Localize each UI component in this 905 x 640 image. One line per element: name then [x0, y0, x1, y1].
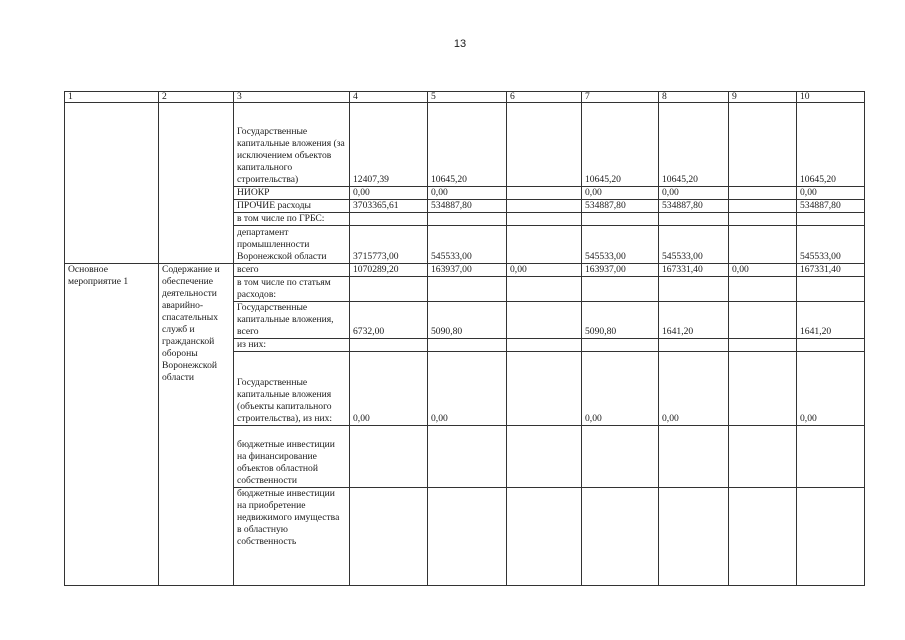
row-label: ПРОЧИЕ расходы	[234, 200, 350, 213]
value-cell: 10645,20	[797, 103, 865, 187]
value-cell	[507, 213, 582, 226]
value-cell	[507, 200, 582, 213]
value-cell	[582, 277, 659, 302]
value-cell	[507, 103, 582, 187]
value-cell: 1070289,20	[350, 264, 428, 277]
header-row	[65, 92, 865, 103]
value-cell: 0,00	[582, 187, 659, 200]
row-label: бюджетные инвестиции на финансирование объектов областной собственности	[234, 426, 350, 488]
value-cell: 545533,00	[659, 226, 729, 264]
table-row	[65, 264, 865, 277]
column-header: 8	[659, 92, 729, 103]
value-cell	[797, 426, 865, 488]
column-header: 2	[159, 92, 234, 103]
value-cell: 0,00	[428, 352, 507, 426]
page-number: 13	[453, 38, 467, 50]
value-cell	[729, 213, 797, 226]
value-cell	[729, 339, 797, 352]
row-label: в том числе по статьям расходов:	[234, 277, 350, 302]
value-cell	[582, 339, 659, 352]
value-cell: 163937,00	[428, 264, 507, 277]
value-cell	[582, 426, 659, 488]
row-label: всего	[234, 264, 350, 277]
value-cell: 0,00	[797, 352, 865, 426]
value-cell	[507, 339, 582, 352]
value-cell	[729, 488, 797, 586]
value-cell	[729, 302, 797, 339]
value-cell	[729, 426, 797, 488]
value-cell	[659, 339, 729, 352]
value-cell: 534887,80	[428, 200, 507, 213]
column-header: 1	[65, 92, 159, 103]
value-cell	[428, 213, 507, 226]
value-cell	[797, 339, 865, 352]
value-cell: 10645,20	[659, 103, 729, 187]
empty-cell	[159, 103, 234, 264]
value-cell: 163937,00	[582, 264, 659, 277]
event-description: Содержание и обеспечение деятельности аварийно-спасательных служб и гражданской обороны Воронежской области	[159, 264, 234, 586]
value-cell	[350, 426, 428, 488]
value-cell	[659, 277, 729, 302]
value-cell	[428, 426, 507, 488]
value-cell: 0,00	[350, 352, 428, 426]
value-cell	[797, 488, 865, 586]
value-cell	[729, 103, 797, 187]
value-cell	[428, 488, 507, 586]
value-cell: 0,00	[659, 187, 729, 200]
value-cell: 534887,80	[797, 200, 865, 213]
value-cell	[507, 426, 582, 488]
value-cell: 545533,00	[428, 226, 507, 264]
value-cell	[507, 277, 582, 302]
value-cell	[797, 213, 865, 226]
value-cell: 3715773,00	[350, 226, 428, 264]
row-label: из них:	[234, 339, 350, 352]
value-cell: 0,00	[350, 187, 428, 200]
value-cell: 167331,40	[797, 264, 865, 277]
value-cell: 5090,80	[582, 302, 659, 339]
column-header: 4	[350, 92, 428, 103]
row-label: департамент промышленности Воронежской области	[234, 226, 350, 264]
value-cell	[428, 277, 507, 302]
value-cell	[659, 488, 729, 586]
value-cell	[350, 213, 428, 226]
column-header: 6	[507, 92, 582, 103]
value-cell: 534887,80	[582, 200, 659, 213]
empty-cell	[65, 103, 159, 264]
value-cell	[350, 488, 428, 586]
value-cell: 12407,39	[350, 103, 428, 187]
column-header: 10	[797, 92, 865, 103]
value-cell: 3703365,61	[350, 200, 428, 213]
value-cell	[729, 200, 797, 213]
value-cell	[350, 339, 428, 352]
value-cell: 167331,40	[659, 264, 729, 277]
value-cell	[507, 187, 582, 200]
value-cell: 545533,00	[797, 226, 865, 264]
value-cell	[428, 339, 507, 352]
value-cell: 1641,20	[797, 302, 865, 339]
value-cell	[797, 277, 865, 302]
column-header: 3	[234, 92, 350, 103]
value-cell: 0,00	[428, 187, 507, 200]
value-cell	[729, 226, 797, 264]
value-cell	[659, 426, 729, 488]
column-header: 5	[428, 92, 507, 103]
value-cell: 10645,20	[582, 103, 659, 187]
row-label: Государственные капитальные вложения (за исключением объектов капитального строительства)	[234, 103, 350, 187]
value-cell: 6732,00	[350, 302, 428, 339]
row-label: бюджетные инвестиции на приобретение недвижимого имущества в областную собственность	[234, 488, 350, 586]
value-cell	[582, 213, 659, 226]
value-cell: 5090,80	[428, 302, 507, 339]
value-cell	[659, 213, 729, 226]
value-cell: 0,00	[582, 352, 659, 426]
table-row	[65, 103, 865, 187]
event-name: Основное мероприятие 1	[65, 264, 159, 586]
row-label: НИОКР	[234, 187, 350, 200]
budget-table	[64, 91, 865, 586]
value-cell: 10645,20	[428, 103, 507, 187]
row-label: Государственные капитальные вложения (объекты капитального строительства), из них:	[234, 352, 350, 426]
value-cell	[507, 352, 582, 426]
value-cell	[729, 277, 797, 302]
value-cell: 0,00	[659, 352, 729, 426]
column-header: 9	[729, 92, 797, 103]
value-cell: 0,00	[507, 264, 582, 277]
value-cell: 0,00	[797, 187, 865, 200]
value-cell	[729, 187, 797, 200]
value-cell	[582, 488, 659, 586]
value-cell	[729, 352, 797, 426]
row-label: в том числе по ГРБС:	[234, 213, 350, 226]
value-cell: 534887,80	[659, 200, 729, 213]
value-cell: 545533,00	[582, 226, 659, 264]
value-cell: 0,00	[729, 264, 797, 277]
column-header: 7	[582, 92, 659, 103]
value-cell	[507, 488, 582, 586]
value-cell	[507, 302, 582, 339]
row-label: Государственные капитальные вложения, всего	[234, 302, 350, 339]
value-cell	[507, 226, 582, 264]
value-cell: 1641,20	[659, 302, 729, 339]
value-cell	[350, 277, 428, 302]
